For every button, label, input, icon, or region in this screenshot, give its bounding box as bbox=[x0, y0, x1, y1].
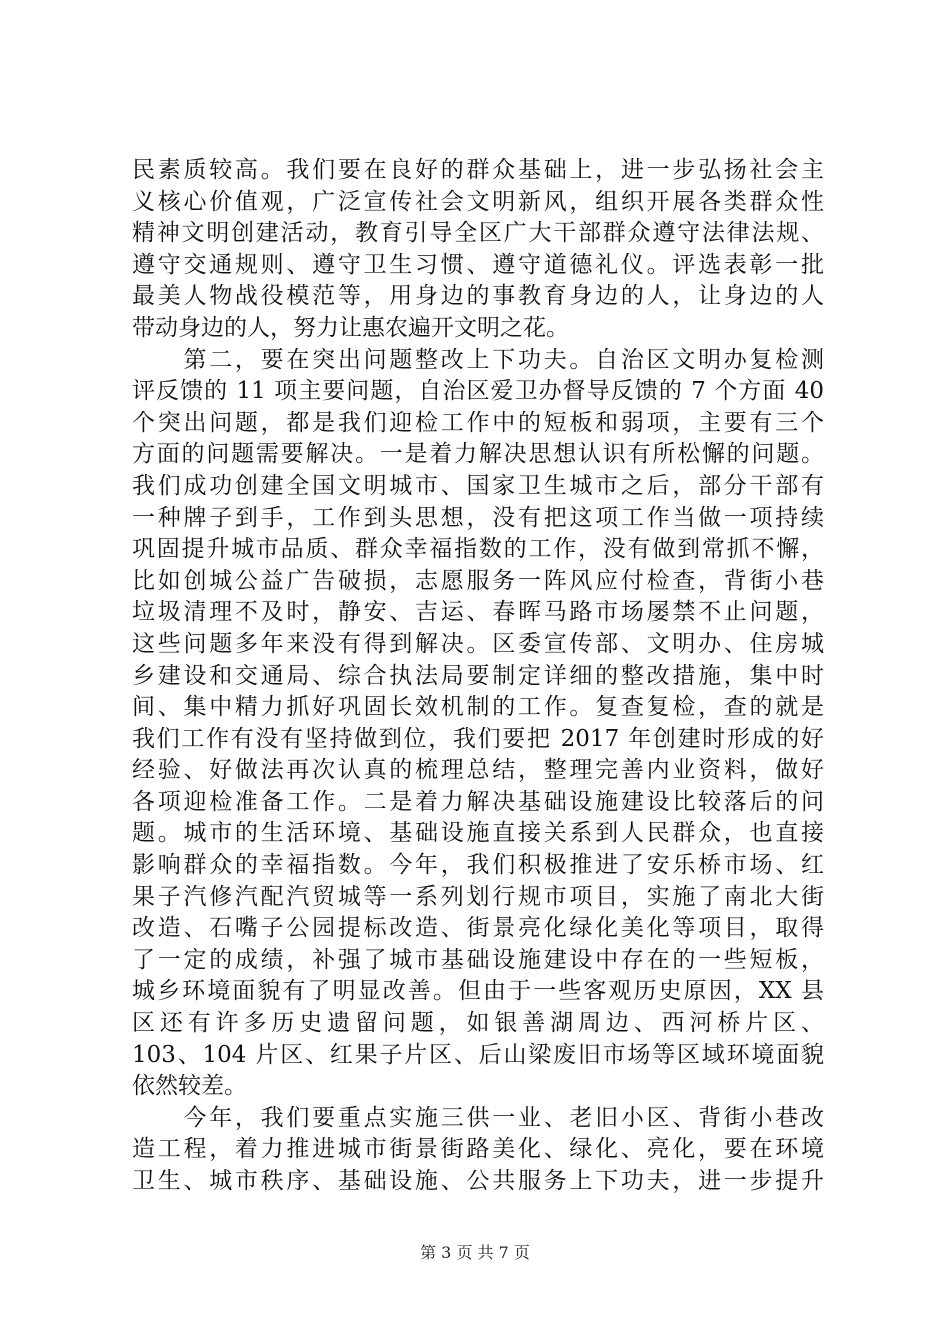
text-line: 比如创城公益广告破损，志愿服务一阵风应付检查，背街小巷 bbox=[132, 567, 824, 594]
text-line: 最美人物战役模范等，用身边的事教育身边的人，让身边的人 bbox=[132, 283, 824, 310]
text-line: 第二，要在突出问题整改上下功夫。自治区文明办复检测 bbox=[132, 346, 824, 373]
text-line: 影响群众的幸福指数。今年，我们积极推进了安乐桥市场、红 bbox=[132, 852, 824, 879]
text-line: 经验、好做法再次认真的梳理总结，整理完善内业资料，做好 bbox=[132, 757, 824, 784]
text-line: 了一定的成绩，补强了城市基础设施建设中存在的一些短板， bbox=[132, 946, 824, 973]
text-line: 103、104 片区、红果子片区、后山梁废旧市场等区域环境面貌 bbox=[132, 1041, 824, 1068]
text-line: 垃圾清理不及时，静安、吉运、春晖马路市场屡禁不止问题， bbox=[132, 599, 824, 626]
text-line: 遵守交通规则、遵守卫生习惯、遵守道德礼仪。评选表彰一批 bbox=[132, 251, 824, 278]
text-line: 这些问题多年来没有得到解决。区委宣传部、文明办、住房城 bbox=[132, 630, 824, 657]
text-line: 精神文明创建活动，教育引导全区广大干部群众遵守法律法规、 bbox=[132, 220, 824, 247]
text-line: 各项迎检准备工作。二是着力解决基础设施建设比较落后的问 bbox=[132, 788, 824, 815]
text-line: 城乡环境面貌有了明显改善。但由于一些客观历史原因，XX 县 bbox=[132, 978, 824, 1005]
text-line: 个突出问题，都是我们迎检工作中的短板和弱项，主要有三个 bbox=[132, 409, 824, 436]
text-line: 间、集中精力抓好巩固长效机制的工作。复查复检，查的就是 bbox=[132, 694, 824, 721]
text-line: 带动身边的人，努力让惠农遍开文明之花。 bbox=[132, 314, 569, 341]
text-line: 卫生、城市秩序、基础设施、公共服务上下功夫，进一步提升 bbox=[132, 1168, 824, 1194]
text-line: 区还有许多历史遗留问题，如银善湖周边、西河桥片区、 bbox=[132, 1010, 824, 1037]
text-line: 民素质较高。我们要在良好的群众基础上，进一步弘扬社会主 bbox=[132, 157, 824, 183]
text-line: 题。城市的生活环境、基础设施直接关系到人民群众，也直接 bbox=[132, 820, 824, 847]
text-line: 义核心价值观，广泛宣传社会文明新风，组织开展各类群众性 bbox=[132, 188, 824, 215]
text-line: 造工程，着力推进城市街景街路美化、绿化、亮化，要在环境 bbox=[132, 1136, 824, 1163]
text-line: 一种牌子到手，工作到头思想，没有把这项工作当做一项持续 bbox=[132, 504, 824, 531]
text-line: 今年，我们要重点实施三供一业、老旧小区、背街小巷改 bbox=[132, 1104, 824, 1131]
text-line: 果子汽修汽配汽贸城等一系列划行规市项目，实施了南北大街 bbox=[132, 883, 824, 910]
text-line: 我们工作有没有坚持做到位，我们要把 2017 年创建时形成的好 bbox=[132, 725, 824, 752]
text-line: 评反馈的 11 项主要问题，自治区爱卫办督导反馈的 7 个方面 40 bbox=[132, 378, 824, 405]
text-line: 方面的问题需要解决。一是着力解决思想认识有所松懈的问题。 bbox=[132, 441, 824, 468]
page-footer: 第 3 页 共 7 页 bbox=[420, 1243, 530, 1262]
text-line: 改造、石嘴子公园提标改造、街景亮化绿化美化等项目，取得 bbox=[132, 915, 824, 942]
text-line: 巩固提升城市品质、群众幸福指数的工作，没有做到常抓不懈， bbox=[132, 536, 824, 563]
text-line: 依然较差。 bbox=[132, 1073, 247, 1100]
text-line: 我们成功创建全国文明城市、国家卫生城市之后，部分干部有 bbox=[132, 472, 824, 499]
document-body bbox=[132, 155, 824, 1198]
text-line: 乡建设和交通局、综合执法局要制定详细的整改措施，集中时 bbox=[132, 662, 824, 689]
